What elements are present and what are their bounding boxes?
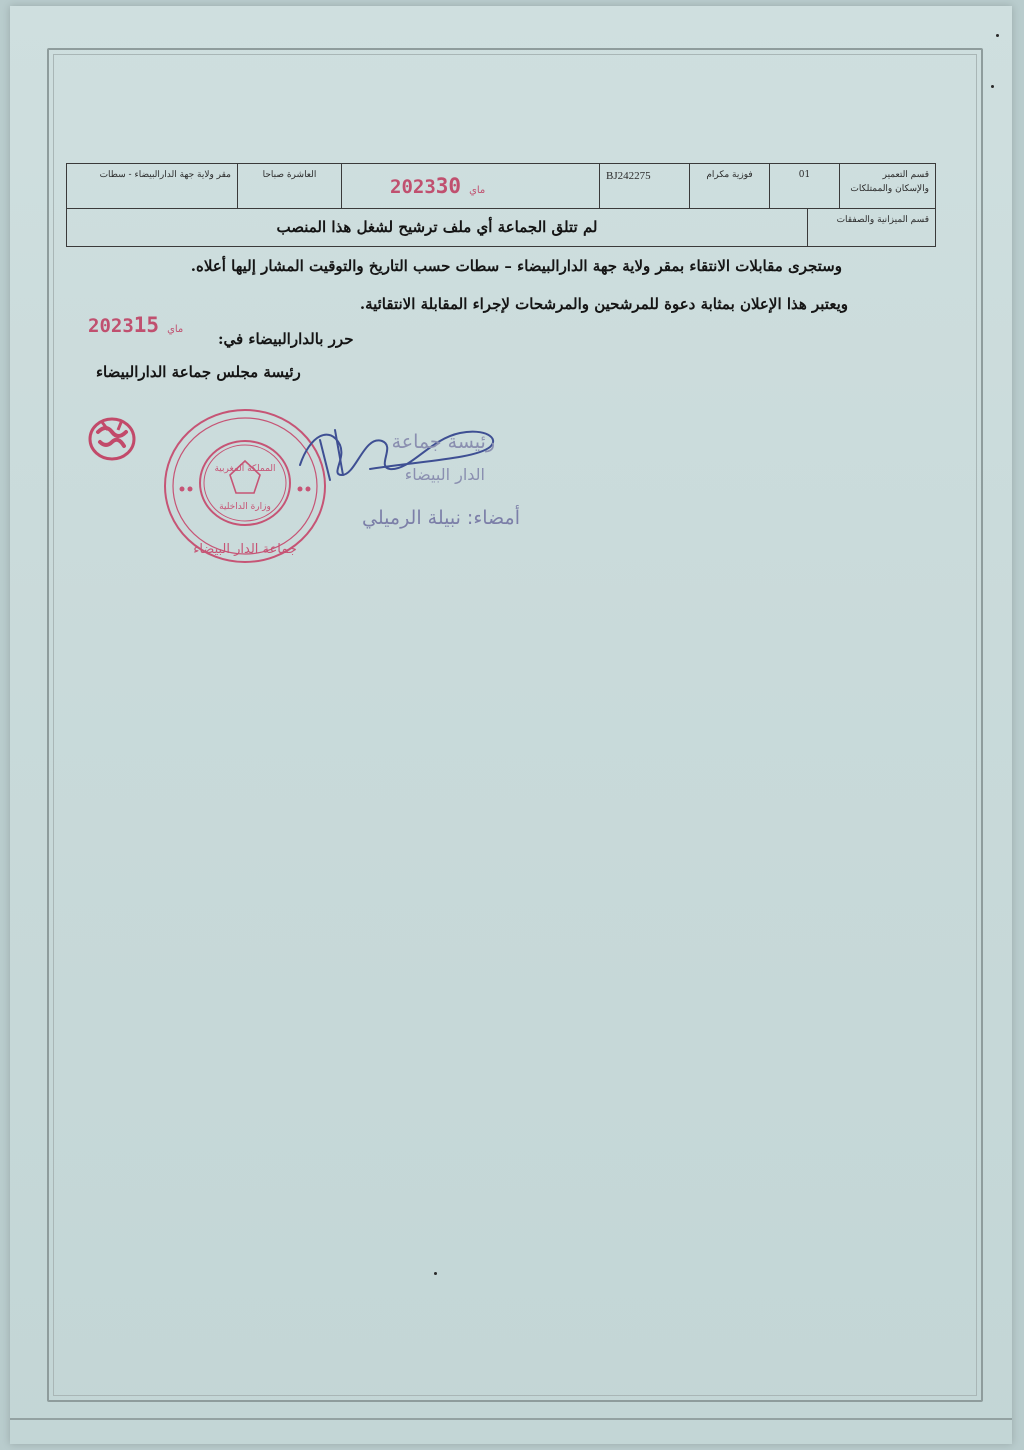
bottom-rule <box>10 1418 1012 1420</box>
signature-block <box>280 400 540 550</box>
body-line-1: وستجرى مقابلات الانتقاء بمقر ولاية جهة الدارالبيضاء – سطات حسب التاريخ والتوقيت المشار إليها أعلاه. <box>190 257 842 275</box>
signature-line3: أمضاء: نبيلة الرميلي <box>362 507 520 529</box>
signature-line2: الدار البيضاء <box>404 465 485 484</box>
issued-date-stamp: 2023 ماي15 <box>88 313 184 337</box>
mini-stamp-icon <box>82 410 142 468</box>
speck <box>991 85 994 88</box>
code-cell: BJ242275 <box>599 164 689 208</box>
signatory-title: رئيسة مجلس جماعة الدارالبيضاء <box>96 363 301 381</box>
number-cell: 01 <box>769 164 839 208</box>
date-cell <box>341 164 599 208</box>
time-cell: العاشرة صباحا <box>237 164 341 208</box>
seal-inner-line2: وزارة الداخلية <box>219 502 271 512</box>
department-cell: قسم التعمير والإسكان والممتلكات <box>839 164 935 208</box>
table-row <box>67 164 935 209</box>
issued-at: حرر بالدارالبيضاء في: <box>218 330 354 348</box>
page-border <box>47 48 983 1402</box>
signature-line1: رئيسة جماعة <box>391 431 495 453</box>
name-cell: فوزية مكرام <box>689 164 769 208</box>
seal-inner-line1: المملكة المغربية <box>214 464 276 474</box>
place-cell: مقر ولاية جهة الدارالبيضاء - سطات <box>99 170 231 180</box>
department-cell: قسم الميزانية والصفقات <box>807 209 935 246</box>
date-stamp: 2023 ماي30 <box>390 174 486 198</box>
body-line-2: ويعتبر هذا الإعلان بمثابة دعوة للمرشحين والمرشحات لإجراء المقابلة الانتقائية. <box>359 295 848 313</box>
speck <box>996 34 999 37</box>
seal-outer-text: جماعة الدار البيضاء <box>193 542 297 557</box>
speck <box>434 1272 437 1275</box>
notice-text: لم تتلق الجماعة أي ملف ترشيح لشغل هذا المنصب <box>276 218 598 236</box>
interview-table <box>66 163 936 247</box>
table-row <box>67 209 935 246</box>
